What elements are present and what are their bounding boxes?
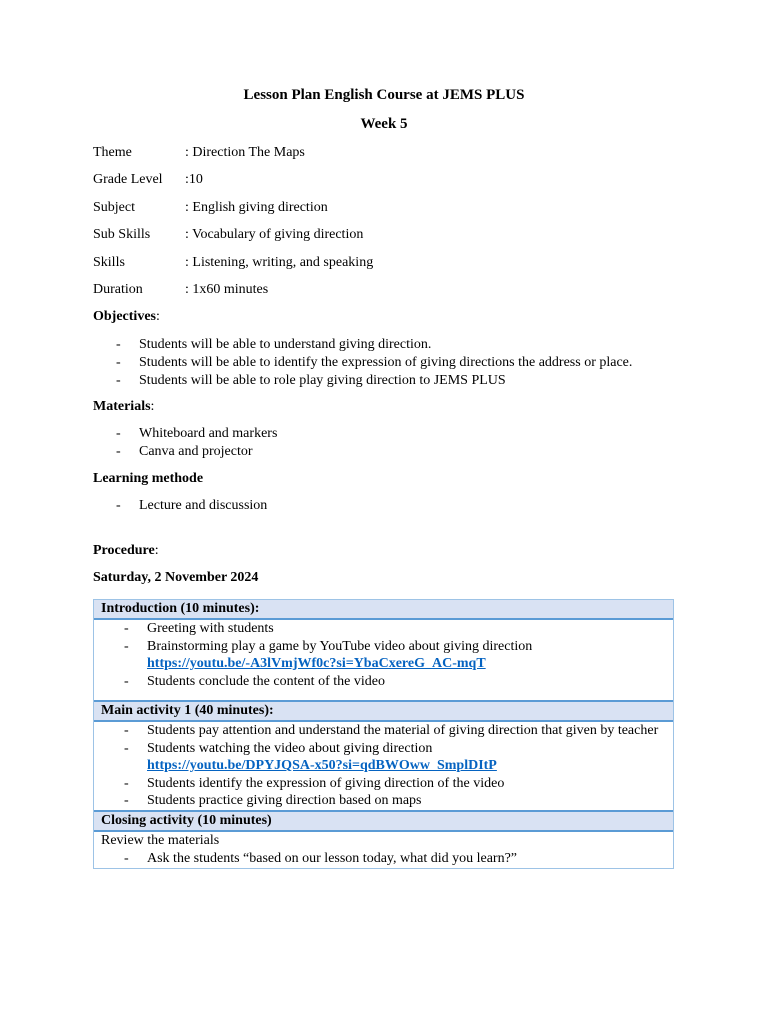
info-value: : Listening, writing, and speaking: [185, 255, 374, 270]
table-row: - Brainstorming play a game by YouTube video about giving direction https://youtu.be/-A3lVmjWf0c?si=YbaCxereG_AC-mqT: [124, 638, 533, 671]
info-label: Skills: [93, 255, 125, 270]
info-label: Duration: [93, 282, 143, 297]
section-header-introduction: Introduction (10 minutes):: [94, 600, 673, 620]
info-value: :10: [185, 172, 203, 187]
section-header-closing-activity: Closing activity (10 minutes): [94, 810, 673, 832]
review-text: Review the materials: [101, 832, 220, 848]
table-row: - Students watching the video about giving direction https://youtu.be/DPYJQSA-x50?si=qdBWOww_SmplDItP: [124, 740, 497, 773]
info-value: : English giving direction: [185, 200, 328, 215]
section-body-introduction: [94, 620, 673, 700]
info-value: : 1x60 minutes: [185, 282, 269, 297]
procedure-heading: Procedure:: [93, 543, 159, 558]
week-label: Week 5: [360, 116, 408, 132]
learning-method-heading: Learning methode: [93, 471, 204, 486]
section-body-main-activity: [94, 722, 673, 810]
youtube-link-1[interactable]: https://youtu.be/-A3lVmjWf0c?si=YbaCxereG_AC-mqT: [147, 656, 486, 671]
table-row: - Greeting with students: [124, 621, 274, 636]
info-label: Subject: [93, 200, 135, 215]
table-row: - Students identify the expression of giving direction of the video: [124, 775, 505, 791]
materials-heading: Materials:: [93, 399, 155, 414]
document-page: Lesson Plan English Course at JEMS PLUS Week 5 Theme : Direction The Maps Grade Level :10 Subject : English giving direction Sub Skills : Vocabulary of giving direction Skills : Listening, writing, and speaking Duration : 1x60 minutes Objectives: - Students will be able to understand giving direction. - Students will be able to identify the expression of giving directions the address or place. - Students will be able to role play giving direction to JEMS PLUS Materials: - Whiteboard and markers - Canva and projector Learning methode - Lecture and discussion Procedure: Saturday, 2 November 2024 Introduction (10 minutes): - Greeting with students - Brainstorming play a game by YouTube video about giving direction https://youtu.be/-A3lVmjWf0c?si=YbaCxereG_AC-mqT - Students conclude the content of the video Main activity 1 (40 minutes): - Students pay attention and understand the material of giving direction that given by teacher - Students watching the video about giving direction https://youtu.be/DPYJQSA-x50?si=qdBWOww_SmplDItP - Students identify the expression of giving direction of the video - Students practice giving direction based on maps Closing activity (10 minutes) Review the materials - Ask the students “based on our lesson today, what did you learn?”: [0, 0, 768, 1024]
info-value: : Vocabulary of giving direction: [185, 227, 364, 242]
youtube-link-2[interactable]: https://youtu.be/DPYJQSA-x50?si=qdBWOww_SmplDItP: [147, 758, 497, 773]
section-header-main-activity: Main activity 1 (40 minutes):: [94, 700, 673, 722]
section-body-closing-activity: [94, 832, 673, 869]
procedure-table: [93, 599, 674, 869]
info-label: Theme: [93, 145, 132, 160]
procedure-date: Saturday, 2 November 2024: [93, 570, 259, 585]
table-row: - Students conclude the content of the video: [124, 673, 385, 689]
objectives-heading: Objectives:: [93, 309, 160, 324]
table-row: - Students practice giving direction based on maps: [124, 793, 422, 808]
info-value: : Direction The Maps: [185, 145, 305, 160]
table-row: - Ask the students “based on our lesson today, what did you learn?”: [124, 850, 518, 866]
table-row: - Students pay attention and understand the material of giving direction that given by teacher: [124, 723, 659, 738]
page-title: Lesson Plan English Course at JEMS PLUS: [243, 87, 525, 103]
info-label: Grade Level: [93, 172, 163, 187]
info-label: Sub Skills: [93, 227, 151, 242]
